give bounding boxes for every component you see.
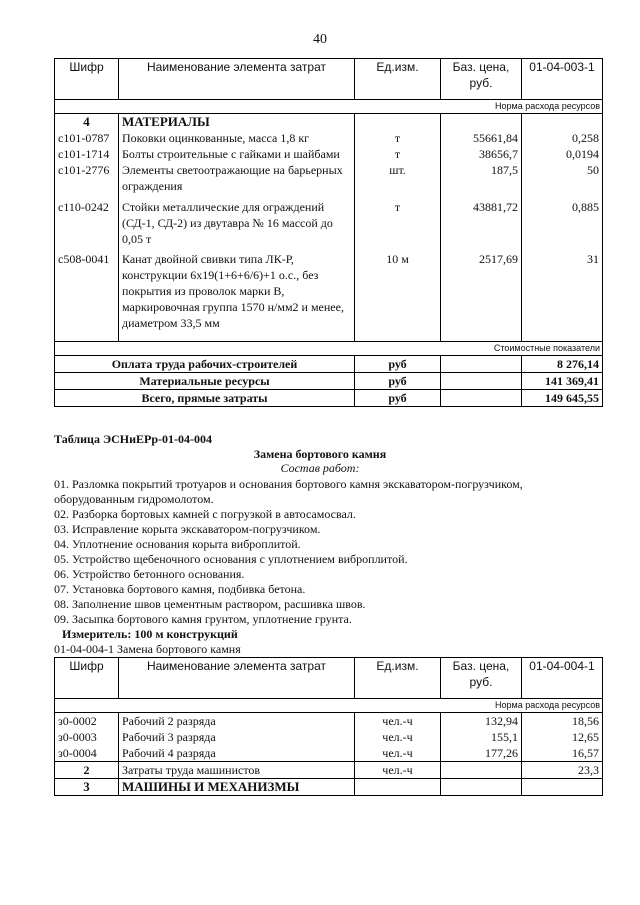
subtitle: 01-04-004-1 Замена бортового камня <box>54 642 241 656</box>
work-item: 06. Устройство бетонного основания. <box>54 567 245 581</box>
table-row <box>55 146 603 162</box>
norm-label-row <box>55 699 603 713</box>
cost-label: Стоимостные показатели <box>55 341 603 355</box>
row-unit: 10 м <box>355 251 441 331</box>
row-unit: т <box>355 199 441 247</box>
resource-table-2 <box>54 657 603 796</box>
section-title: МАШИНЫ И МЕХАНИЗМЫ <box>119 779 355 796</box>
row-code: с101-2776 <box>55 162 119 194</box>
header-unit: Ед.изм. <box>355 658 441 699</box>
row-code: з0-0004 <box>55 745 119 762</box>
section-number: 2 <box>55 762 119 779</box>
row-value: 50 <box>522 162 603 194</box>
table-title: Таблица ЭСНиЕРр-01-04-004 <box>54 432 213 446</box>
table-row <box>55 713 603 730</box>
header-norm-code: 01-04-003-1 <box>522 59 603 100</box>
row-value: 0,885 <box>522 199 603 247</box>
norm-label: Норма расхода ресурсов <box>55 100 603 114</box>
row-unit: чел.-ч <box>355 713 441 730</box>
row-price: 38656,7 <box>441 146 522 162</box>
row-code: з0-0003 <box>55 729 119 745</box>
table-row <box>55 162 603 194</box>
row-value: 16,57 <box>522 745 603 762</box>
section-heading: Замена бортового камня <box>253 447 387 461</box>
row-price: 155,1 <box>441 729 522 745</box>
row-price: 132,94 <box>441 713 522 730</box>
norm-label-row <box>55 100 603 114</box>
total-unit: руб <box>355 372 441 389</box>
section-row <box>55 779 603 796</box>
row-name: Рабочий 2 разряда <box>119 713 355 730</box>
section-number: 3 <box>55 779 119 796</box>
total-name: Материальные ресурсы <box>55 372 355 389</box>
table-row <box>55 729 603 745</box>
row-name: Стойки металлические для ограждений (СД-1, СД-2) из двутавра № 16 массой до 0,05 т <box>119 199 355 247</box>
row-name: Рабочий 4 разряда <box>119 745 355 762</box>
table-row <box>55 745 603 762</box>
table-row <box>55 199 603 247</box>
total-row <box>55 389 603 406</box>
row-code: с508-0041 <box>55 251 119 331</box>
resource-table-1 <box>54 58 603 407</box>
measure: Измеритель: 100 м конструкций <box>62 627 238 641</box>
row-price: 177,26 <box>441 745 522 762</box>
header-unit: Ед.изм. <box>355 59 441 100</box>
norm-label: Норма расхода ресурсов <box>55 699 603 713</box>
row-unit: т <box>355 146 441 162</box>
total-row <box>55 372 603 389</box>
total-value: 141 369,41 <box>522 372 603 389</box>
row-name: Рабочий 3 разряда <box>119 729 355 745</box>
header-norm-code: 01-04-004-1 <box>522 658 603 699</box>
row-code: с101-0787 <box>55 130 119 146</box>
work-item: 03. Исправление корыта экскаватором-погрузчиком. <box>54 522 321 536</box>
table-header <box>55 658 603 699</box>
row-name: Поковки оцинкованные, масса 1,8 кг <box>119 130 355 146</box>
row-value: 18,56 <box>522 713 603 730</box>
total-value: 8 276,14 <box>522 355 603 372</box>
row-price: 55661,84 <box>441 130 522 146</box>
total-row <box>55 355 603 372</box>
section-value: 23,3 <box>522 762 603 779</box>
table-header <box>55 59 603 100</box>
row-name: Болты строительные с гайками и шайбами <box>119 146 355 162</box>
total-name: Всего, прямые затраты <box>55 389 355 406</box>
row-code: с110-0242 <box>55 199 119 247</box>
row-unit: шт. <box>355 162 441 194</box>
work-item: 07. Установка бортового камня, подбивка бетона. <box>54 582 306 596</box>
row-price: 187,5 <box>441 162 522 194</box>
section-unit: чел.-ч <box>355 762 441 779</box>
cost-label-row <box>55 341 603 355</box>
total-value: 149 645,55 <box>522 389 603 406</box>
work-item: 01. Разломка покрытий тротуаров и основания бортового камня экскаватором-погрузчиком, <box>54 477 523 491</box>
header-price: Баз. цена, руб. <box>441 59 522 100</box>
row-unit: чел.-ч <box>355 745 441 762</box>
section-title: Затраты труда машинистов <box>119 762 355 779</box>
section-row <box>55 114 603 131</box>
row-name: Канат двойной свивки типа ЛК-Р, конструкции 6х19(1+6+6/6)+1 о.с., без покрытия из проволок марки В, маркировочная группа 1570 н/мм2 и менее, диаметром 33,5 мм <box>119 251 355 331</box>
work-item: 09. Засыпка бортового камня грунтом, уплотнение грунта. <box>54 612 352 626</box>
work-item: 02. Разборка бортовых камней с погрузкой в автосамосвал. <box>54 507 356 521</box>
row-unit: т <box>355 130 441 146</box>
page-number: 40 <box>313 32 327 47</box>
section-title: МАТЕРИАЛЫ <box>119 114 355 131</box>
works-heading: Состав работ: <box>280 461 360 475</box>
section-row <box>55 762 603 779</box>
work-item: 05. Устройство щебеночного основания с уплотнением виброплитой. <box>54 552 408 566</box>
row-unit: чел.-ч <box>355 729 441 745</box>
row-value: 31 <box>522 251 603 331</box>
row-code: с101-1714 <box>55 146 119 162</box>
header-code: Шифр <box>55 658 119 699</box>
row-price: 2517,69 <box>441 251 522 331</box>
row-price: 43881,72 <box>441 199 522 247</box>
work-item: 04. Уплотнение основания корыта виброплитой. <box>54 537 301 551</box>
work-item: оборудованным гидромолотом. <box>54 492 214 506</box>
work-item: 08. Заполнение швов цементным раствором, расшивка швов. <box>54 597 366 611</box>
total-unit: руб <box>355 355 441 372</box>
table-row <box>55 130 603 146</box>
header-name: Наименование элемента затрат <box>119 658 355 699</box>
row-value: 0,258 <box>522 130 603 146</box>
header-price: Баз. цена, руб. <box>441 658 522 699</box>
row-name: Элементы светоотражающие на барьерных ограждения <box>119 162 355 194</box>
row-code: з0-0002 <box>55 713 119 730</box>
total-name: Оплата труда рабочих-строителей <box>55 355 355 372</box>
total-unit: руб <box>355 389 441 406</box>
table-row <box>55 251 603 331</box>
header-code: Шифр <box>55 59 119 100</box>
row-value: 12,65 <box>522 729 603 745</box>
header-name: Наименование элемента затрат <box>119 59 355 100</box>
row-value: 0,0194 <box>522 146 603 162</box>
section-number: 4 <box>55 114 119 131</box>
